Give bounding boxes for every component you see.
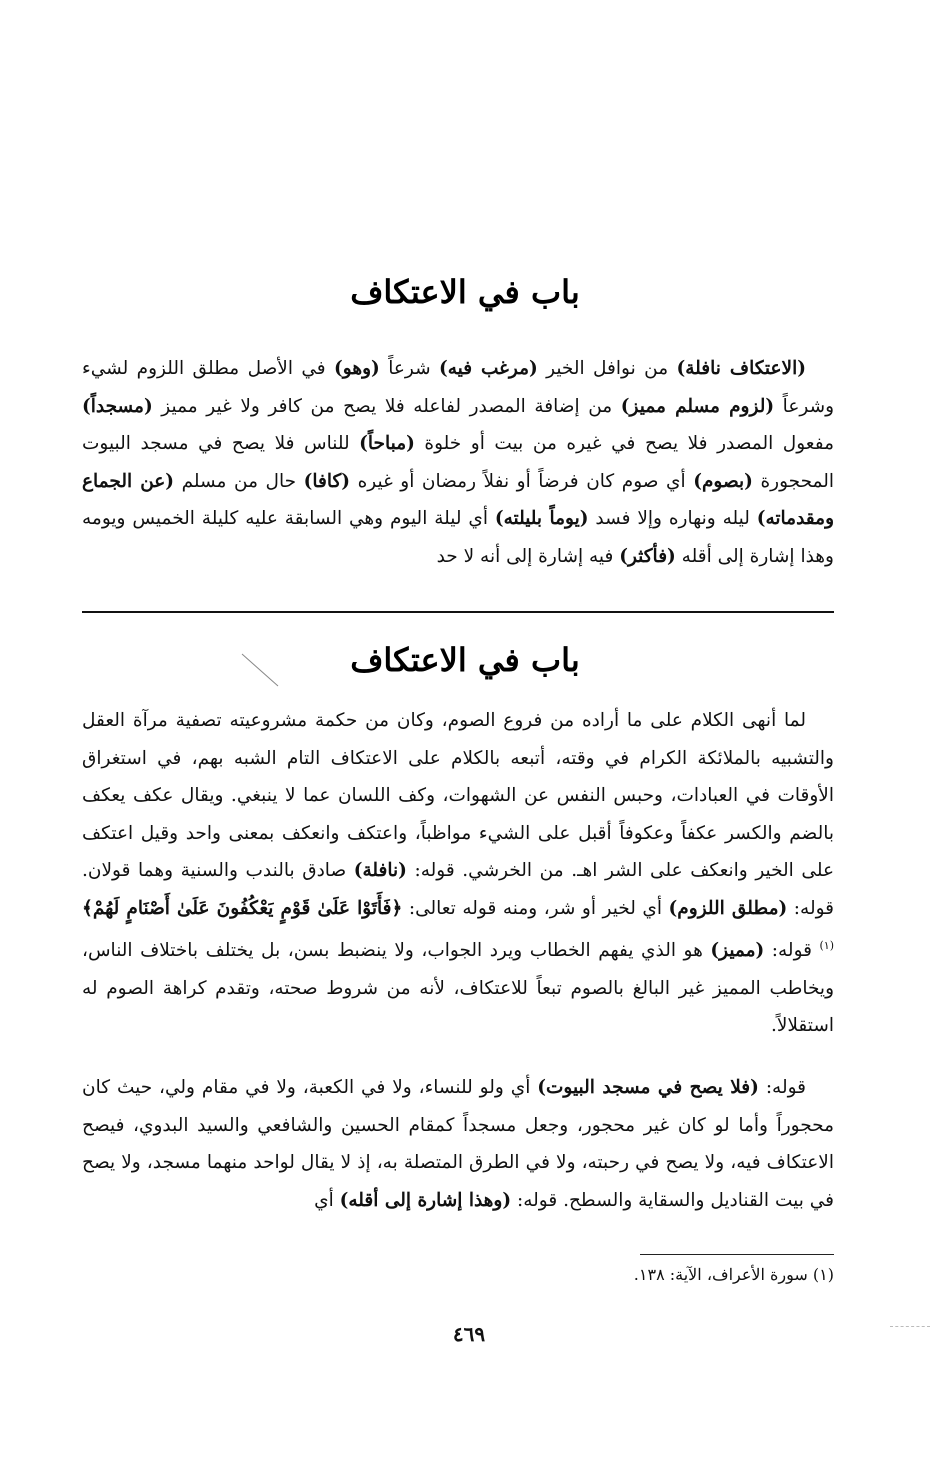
matn-term: (وهو) — [334, 358, 380, 379]
matn-text-run: فيه إشارة إلى أنه لا حد — [436, 545, 620, 567]
sharh-term: (مطلق اللزوم) — [668, 897, 788, 919]
sharh-text-run: لما أنهى الكلام على ما أراده من فروع الصوم، وكان من حكمة مشروعيته تصفية مرآة العقل والتشبيه بالملائكة الكرام في وقته، أتبعه بالكلام على الاعتكاف التام الشبه بهم، في استغراق الأوقات في العبادات، وحبس النفس عن الشهوات، وكف اللسان عما لا ينبغي. ويقال عكف يعكف بالضم والكسر عكفاً وعكوفاً أقبل على الشيء مواظباً، واعتكف وانعكف بمعنى واحد وقيل اعتكف على الخير وانعكف على الشر اهـ. من الخرشي. قوله: — [82, 710, 834, 881]
matn-term: (مباحاً) — [359, 433, 415, 454]
matn-text-run: في الأصل مطلق اللزوم لشيء وشرعاً — [82, 358, 835, 417]
sharh-term: (فلا يصح في مسجد البيوت) — [537, 1077, 759, 1098]
scan-edge-mark — [890, 1326, 930, 1327]
matn-sharh-divider — [82, 611, 834, 613]
sharh-text — [82, 1069, 834, 1219]
matn-term: (فأكثر) — [619, 545, 676, 567]
sharh-text-run: قوله: — [764, 940, 820, 962]
sharh-paragraph-2 — [82, 1069, 834, 1219]
matn-text-run: ليله ونهاره وإلا فسد — [588, 508, 757, 529]
matn-term: (يوماً بليلته) — [494, 508, 589, 529]
footnote-reference[interactable]: (١) — [819, 939, 834, 952]
sharh-text — [82, 702, 834, 1045]
sharh-text-run: أي ولو للنساء، ولا في الكعبة، ولا في مقام ولي، حيث كان محجوراً وأما لو كان غير محجور، وجعل مسجداً كمقام الحسين والشافعي والسيد البدوي، فيصح الاعتكاف فيه، ولا يصح في رحبته، ولا في الطرق المتصلة به، إذ لا يقال لواحد منهما مسجد، ولا يصح في بيت القناديل والسقاية والسطح. قوله: — [82, 1077, 834, 1211]
sharh-term: (وهذا إشارة إلى أقله) — [339, 1189, 512, 1211]
matn-term: (مرغب فيه) — [438, 358, 538, 379]
matn-text-run: حال من مسلم — [174, 470, 304, 492]
sharh-paragraph-1 — [82, 702, 834, 1045]
matn-term: (بصوم) — [693, 470, 753, 492]
matn-term: (مسجداً) — [82, 395, 153, 417]
matn-text-run: أي صوم كان فرضاً أو نفلاً رمضان أو غيره — [350, 470, 694, 492]
matn-term: (عن الجماع ومقدماته) — [82, 470, 834, 529]
sharh-text-run: أي — [314, 1189, 340, 1211]
sharh-text-run: صادق بالندب والسنية وهما قولان. قوله: — [82, 860, 834, 919]
chapter-title-matn: باب في الاعتكاف — [350, 273, 580, 311]
matn-paragraph — [82, 350, 834, 575]
matn-text-run: أي ليلة اليوم وهي السابقة عليه كليلة الخميس ويومه وهذا إشارة إلى أقله — [82, 508, 834, 567]
matn-text-run: شرعاً — [379, 358, 439, 379]
matn-term: (لزوم مسلم مميز) — [620, 395, 775, 417]
footnote-divider — [640, 1254, 834, 1255]
quran-verse: ﴿فَأَتَوْا عَلَىٰ قَوْمٍ يَعْكُفُونَ عَلَىٰ أَصْنَامٍ لَهُمْ﴾ — [82, 897, 403, 919]
sharh-text-run: هو الذي يفهم الخطاب ويرد الجواب، ولا ينضبط بسن، بل يختلف باختلاف الناس، ويخاطب المميز غير البالغ بالصوم تبعاً للاعتكاف، لأنه من شروط صحته، وتقدم كراهة الصوم له استقلالاً. — [82, 940, 834, 1037]
matn-text-run: من نوافل الخير — [537, 358, 677, 379]
sharh-term: (نافلة) — [353, 860, 407, 881]
matn-text — [82, 350, 834, 575]
chapter-title-sharh: باب في الاعتكاف — [350, 641, 580, 679]
page-number: ٤٦٩ — [452, 1322, 486, 1346]
matn-text-run: مفعول المصدر فلا يصح في غيره من بيت أو خلوة — [414, 433, 834, 454]
sharh-text-run: قوله: — [758, 1077, 807, 1098]
footnote: (١) سورة الأعراف، الآية: ١٣٨. — [633, 1265, 834, 1284]
matn-term: (الاعتكاف نافلة) — [676, 358, 806, 379]
matn-text-run: للناس فلا يصح في مسجد البيوت المحجورة — [82, 433, 835, 492]
matn-term: (كافا) — [303, 470, 351, 492]
matn-text-run: من إضافة المصدر لفاعله فلا يصح من كافر ولا غير مميز — [152, 395, 621, 417]
sharh-text-run: أي لخير أو شر، ومنه قوله تعالى: — [402, 897, 669, 919]
sharh-term: (مميز) — [710, 940, 765, 962]
